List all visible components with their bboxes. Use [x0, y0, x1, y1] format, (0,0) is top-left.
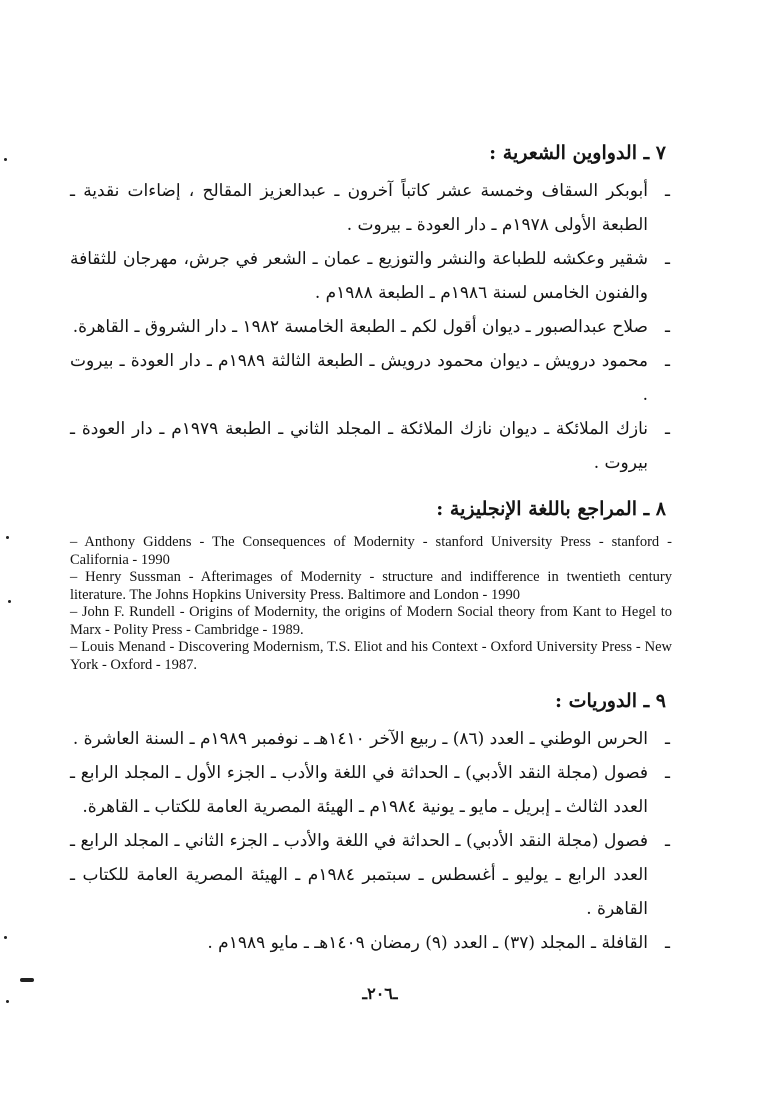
list-item: ـ شقير وعكشه للطباعة والنشر والتوزيع ـ عمان ـ الشعر في جرش، مهرجان للثقافة والفنون الخامس لسنة ١٩٨٦م ـ الطبعة ١٩٨٨م .	[70, 249, 670, 303]
scan-speck	[8, 600, 11, 603]
scan-speck	[6, 536, 9, 539]
section-title-english: ٨ ـ المراجع باللغة الإنجليزية :	[436, 498, 666, 520]
scan-speck	[6, 1000, 9, 1003]
section-english-references	[70, 494, 672, 524]
list-item: ـ الحرس الوطني ـ العدد (٨٦) ـ ربيع الآخر ١٤١٠هـ ـ نوفمبر ١٩٨٩م ـ السنة العاشرة .	[72, 729, 670, 749]
section-title-periodicals: ٩ ـ الدوريات :	[555, 690, 666, 712]
list-item: ـ أبوبكر السقاف وخمسة عشر كاتباً آخرون ـ عبدالعزيز المقالح ، إضاءات نقدية ـ الطبعة الأولى ١٩٧٨م ـ دار العودة ـ بيروت .	[70, 181, 670, 235]
section-periodicals	[70, 686, 672, 960]
scan-speck	[20, 978, 34, 982]
list-item: ـ صلاح عبدالصبور ـ ديوان أقول لكم ـ الطبعة الخامسة ١٩٨٢ ـ دار الشروق ـ القاهرة.	[72, 317, 670, 337]
section-title-poetry: ٧ ـ الدواوين الشعرية :	[489, 142, 666, 164]
list-item: ـ نازك الملائكة ـ ديوان نازك الملائكة ـ المجلد الثاني ـ الطبعة ١٩٧٩م ـ دار العودة ـ بيروت .	[70, 419, 670, 473]
reference-item: – Anthony Giddens - The Consequences of Modernity - stanford University Press - stanford - California - 1990	[70, 534, 672, 568]
list-item: ـ القافلة ـ المجلد (٣٧) ـ العدد (٩) رمضان ١٤٠٩هـ ـ مايو ١٩٨٩م .	[207, 933, 670, 953]
reference-item: – Henry Sussman - Afterimages of Modernity - structure and indifference in twentieth century literature. The Johns Hopkins University Press. Baltimore and London - 1990	[70, 569, 672, 603]
scan-speck	[4, 936, 7, 939]
reference-item: – Louis Menand - Discovering Modernism, T.S. Eliot and his Context - Oxford University Press - New York - Oxford - 1987.	[70, 639, 672, 673]
section-poetry	[70, 138, 672, 480]
page-number: ـ٢٠٦ـ	[362, 984, 398, 1003]
list-item: ـ فصول (مجلة النقد الأدبي) ـ الحداثة في اللغة والأدب ـ الجزء الأول ـ المجلد الرابع ـ العدد الثالث ـ إبريل ـ مايو ـ يونية ١٩٨٤م ـ الهيئة المصرية العامة للكتاب ـ القاهرة.	[70, 763, 670, 817]
scan-speck	[4, 158, 7, 161]
list-item: ـ محمود درويش ـ ديوان محمود درويش ـ الطبعة الثالثة ١٩٨٩م ـ دار العودة ـ بيروت .	[70, 351, 670, 405]
reference-item: – John F. Rundell - Origins of Modernity, the origins of Modern Social theory from Kant to Hegel to Marx - Polity Press - Cambridge - 1989.	[70, 604, 672, 638]
page-body	[70, 138, 672, 960]
list-item: ـ فصول (مجلة النقد الأدبي) ـ الحداثة في اللغة والأدب ـ الجزء الثاني ـ المجلد الرابع ـ العدد الرابع ـ يوليو ـ أغسطس ـ سبتمبر ١٩٨٤م ـ الهيئة المصرية العامة للكتاب ـ القاهرة .	[70, 831, 670, 919]
english-reference-list	[70, 534, 672, 674]
